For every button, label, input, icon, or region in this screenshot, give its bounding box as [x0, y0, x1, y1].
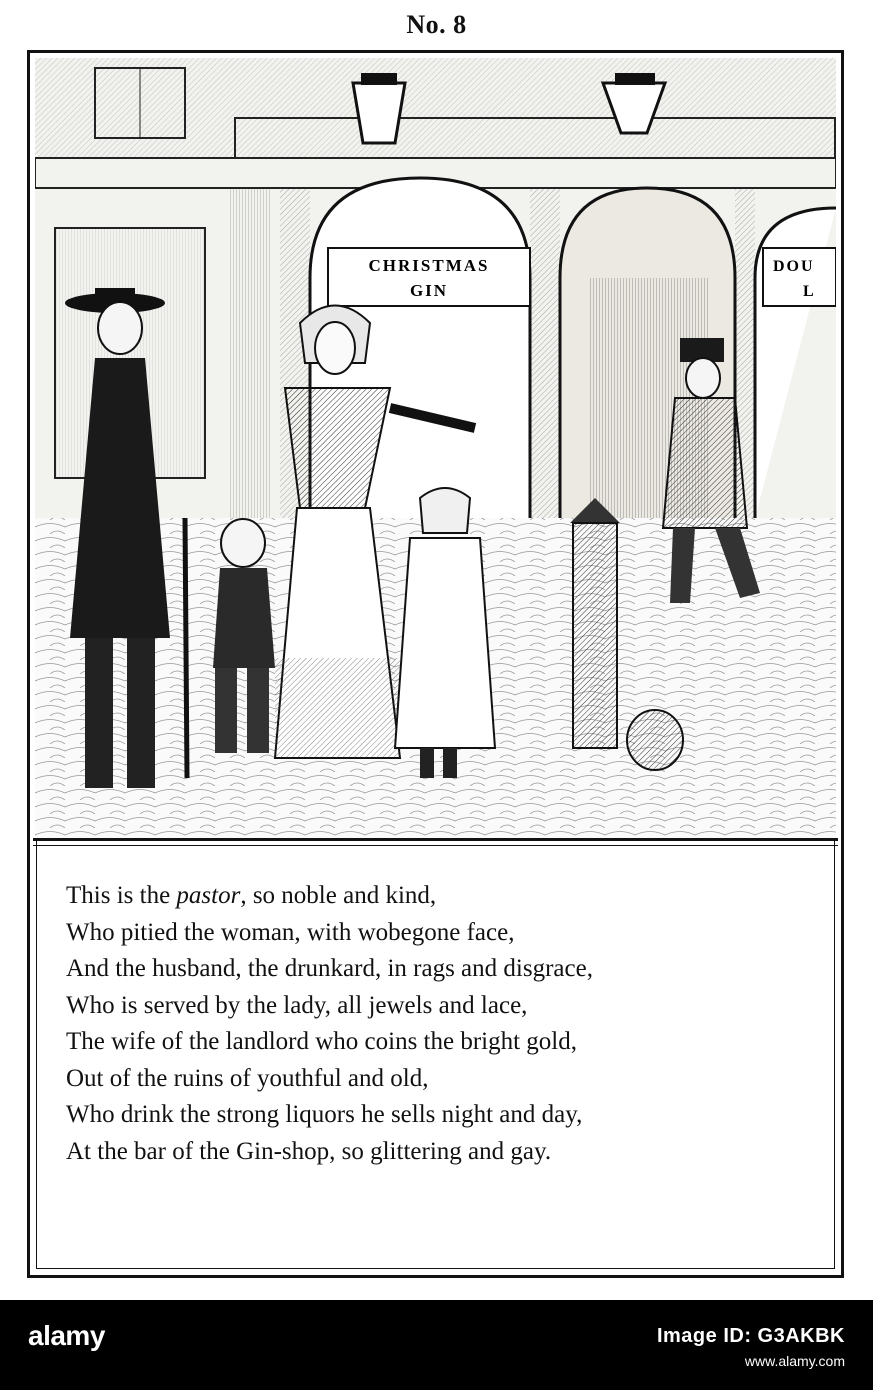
illustration-divider	[33, 838, 838, 841]
verse-line-7: Who drink the strong liquors he sells night and day,	[66, 1101, 583, 1128]
verse-line-6: Out of the ruins of youthful and old,	[66, 1064, 429, 1092]
verse-line-2: Who pitied the woman, with wobegone face,	[66, 918, 515, 946]
verse-line-8: At the bar of the Gin-shop, so glittering and gay.	[66, 1137, 552, 1165]
svg-text:CHRISTMAS: CHRISTMAS	[368, 256, 490, 275]
svg-text:L: L	[803, 283, 816, 300]
illustration-divider-thin	[33, 845, 838, 846]
svg-text:DOU: DOU	[773, 258, 815, 275]
image-id-label: Image ID: G3AKBK	[656, 1325, 845, 1347]
verse-line-3: And the husband, the drunkard, in rags and disgrace,	[66, 955, 593, 982]
page-number: No. 8	[406, 10, 467, 39]
verse-line-1: This is the pastor, so noble and kind,	[66, 882, 437, 909]
verse-text	[66, 878, 826, 1170]
verse-line-4: Who is served by the lady, all jewels and lace,	[66, 991, 528, 1019]
verse-italic-word: pastor	[176, 882, 241, 909]
lamp-left-icon	[353, 73, 405, 143]
sign-christmas-gin	[328, 248, 530, 306]
svg-text:GIN: GIN	[409, 281, 449, 300]
sign-right-partial	[763, 248, 836, 306]
engraving-illustration	[35, 58, 836, 838]
verse-line-5: The wife of the landlord who coins the bright gold,	[66, 1028, 577, 1055]
stock-url: www.alamy.com	[744, 1353, 845, 1369]
stock-logo: alamy	[28, 1320, 105, 1351]
